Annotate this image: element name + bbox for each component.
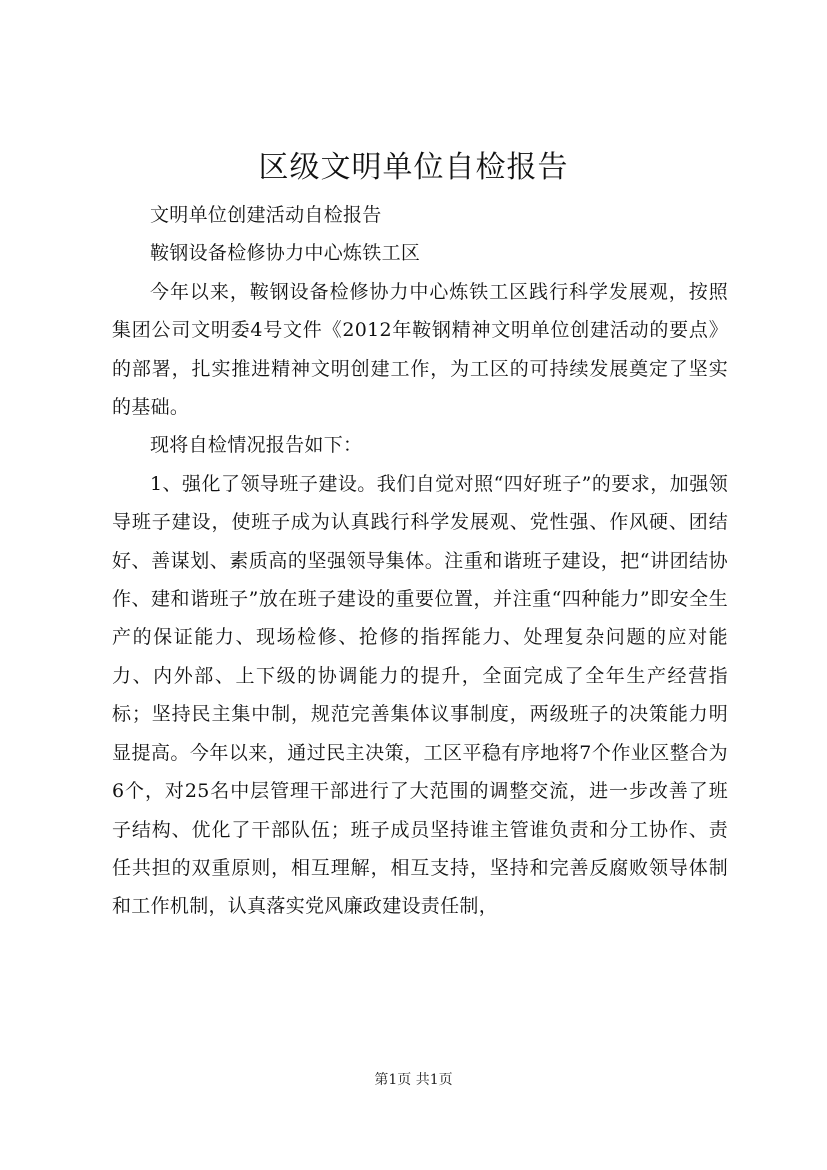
- section-1-paragraph: 1、强化了领导班子建设。我们自觉对照“四好班子”的要求，加强领导班子建设，使班子成为认真践行科学发展观、党性强、作风硬、团结好、善谋划、素质高的坚强领导集体。注重和谐班子建设，把“讲团结协作、建和谐班子”放在班子建设的重要位置，并注重“四种能力”即安全生产的保证能力、现场检修、抢修的指挥能力、处理复杂问题的应对能力、内外部、上下级的协调能力的提升，全面完成了全年生产经营指标；坚持民主集中制，规范完善集体议事制度，两级班子的决策能力明显提高。今年以来，通过民主决策，工区平稳有序地将7个作业区整合为6个，对25名中层管理干部进行了大范围的调整交流，进一步改善了班子结构、优化了干部队伍；班子成员坚持谁主管谁负责和分工协作、责任共担的双重原则，相互理解，相互支持，坚持和完善反腐败领导体制和工作机制，认真落实党风廉政建设责任制，: [112, 472, 728, 918]
- document-title: 区级文明单位自检报告: [258, 150, 569, 185]
- document-body: [112, 196, 728, 926]
- intro-paragraph: 今年以来，鞍钢设备检修协力中心炼铁工区践行科学发展观，按照集团公司文明委4号文件《2012年鞍钢精神文明单位创建活动的要点》的部署，扎实推进精神文明创建工作，为工区的可持续发展奠定了坚实的基础。: [112, 280, 728, 419]
- organization-paragraph: 鞍钢设备检修协力中心炼铁工区: [150, 242, 421, 265]
- report-lead-paragraph: 现将自检情况报告如下：: [150, 434, 363, 457]
- subtitle-paragraph: 文明单位创建活动自检报告: [150, 204, 382, 226]
- page-footer: 第1页 共1页: [374, 1072, 453, 1088]
